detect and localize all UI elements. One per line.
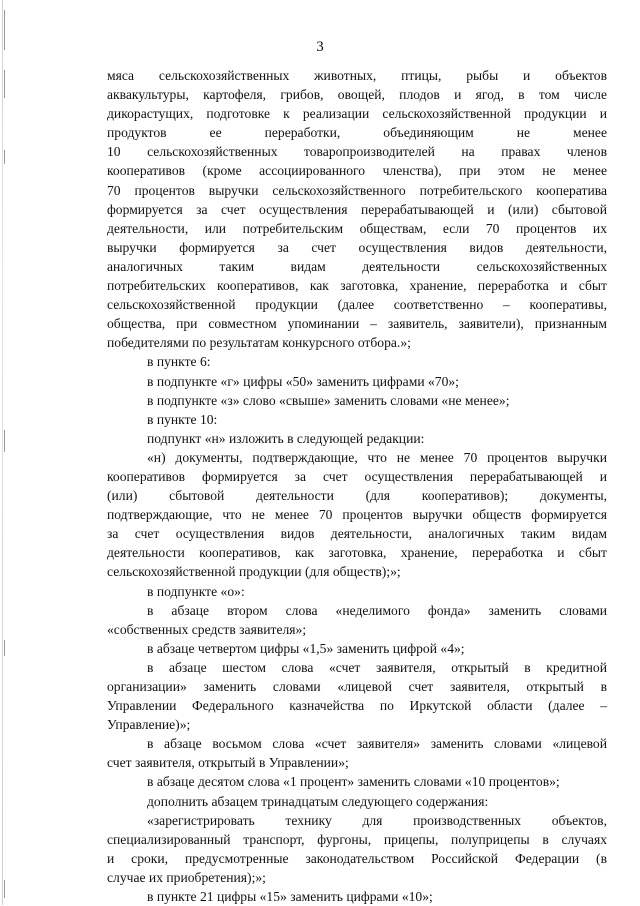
text-line: аналогичных таким видам деятельности сельскохозяйственных <box>107 258 607 274</box>
scan-mark <box>4 880 5 898</box>
text-line: дикорастущих, подготовке к реализации сельскохозяйственной продукции и <box>107 106 607 122</box>
text-line: и сроки, предусмотренные законодательством Российской Федерации (в <box>107 850 607 866</box>
text-line: сельскохозяйственной продукции (далее соответственно – кооперативы, <box>107 297 607 313</box>
text-line: подтверждающие, что не менее 70 процентов выручки обществ формируется <box>107 507 607 523</box>
text-line: в пункте 10: <box>147 411 218 427</box>
text-line: кооперативов (кроме ассоциированного членства), при этом не менее <box>107 163 607 179</box>
text-line: в абзаце восьмом слова «счет заявителя» заменить словами «лицевой <box>147 736 607 752</box>
scan-mark <box>4 150 5 164</box>
text-line: в подпункте «г» цифры «50» заменить цифрами «70»; <box>147 373 459 389</box>
text-line: (или) сбытовой деятельности (для кооперативов); документы, <box>107 488 607 504</box>
scan-mark <box>4 430 5 452</box>
text-line: «собственных средств заявителя»; <box>107 621 307 637</box>
text-line: кооперативов формируется за счет осуществления перерабатывающей и <box>107 468 607 484</box>
text-line: аквакультуры, картофеля, грибов, овощей, плодов и ягод, в том числе <box>107 87 607 103</box>
text-line: в подпункте «о»: <box>147 583 245 599</box>
text-line: победителями по результатам конкурсного отбора.»; <box>107 335 411 351</box>
text-line: подпункт «н» изложить в следующей редакции: <box>147 430 425 446</box>
text-line: в абзаце втором слова «неделимого фонда» заменить словами <box>147 602 607 618</box>
scan-mark <box>4 640 5 656</box>
text-line: дополнить абзацем тринадцатым следующего содержания: <box>147 793 489 809</box>
text-line: потребительских кооперативов, как заготовка, хранение, переработка и сбыт <box>107 278 607 294</box>
page-number: 3 <box>316 39 324 55</box>
text-line: Управление)»; <box>107 717 191 733</box>
text-line: «н) документы, подтверждающие, что не менее 70 процентов выручки <box>147 449 607 465</box>
text-line: в пункте 21 цифры «15» заменить цифрами «10»; <box>147 889 433 905</box>
text-line: счет заявителя, открытый в Управлении»; <box>107 755 349 771</box>
text-line: выручки формируется за счет осуществления видов деятельности, <box>107 239 607 255</box>
text-line: деятельности кооперативов, как заготовка, хранение, переработка и сбыт <box>107 545 607 561</box>
text-line: за счет осуществления видов деятельности, аналогичных таким видам <box>107 526 607 542</box>
text-line: деятельности, или потребительским обществам, если 70 процентов их <box>107 220 607 236</box>
text-line: формируется за счет осуществления перерабатывающей и (или) сбытовой <box>107 201 607 217</box>
text-line: случае их приобретения);»; <box>107 869 266 885</box>
text-line: «зарегистрировать технику для производственных объектов, <box>147 812 607 828</box>
document-body <box>107 66 607 906</box>
text-line: 10 сельскохозяйственных товаропроизводителей на правах членов <box>107 144 607 160</box>
text-line: сельскохозяйственной продукции (для обществ);»; <box>107 564 401 580</box>
text-line: в пункте 6: <box>147 354 211 370</box>
text-line: продуктов ее переработки, объединяющим не менее <box>107 125 607 141</box>
text-line: Управлении Федерального казначейства по Иркутской области (далее – <box>107 698 607 714</box>
text-line: в абзаце шестом слова «счет заявителя, открытый в кредитной <box>147 659 607 675</box>
text-line: мяса сельскохозяйственных животных, птицы, рыбы и объектов <box>107 68 607 83</box>
text-line: в подпункте «з» слово «свыше» заменить словами «не менее»; <box>147 392 510 408</box>
scan-edge <box>2 0 3 905</box>
text-line: организации» заменить словами «лицевой счет заявителя, открытый в <box>107 679 607 694</box>
text-line: общества, при совместном упоминании – заявитель, заявители), признанным <box>107 316 607 332</box>
text-line: в абзаце десятом слова «1 процент» заменить словами «10 процентов»; <box>147 774 560 790</box>
text-line: 70 процентов выручки сельскохозяйственного потребительского кооператива <box>107 182 607 198</box>
text-line: специализированный транспорт, фургоны, прицепы, полуприцепы в случаях <box>107 831 607 847</box>
text-line: в абзаце четвертом цифры «1,5» заменить цифрой «4»; <box>147 640 465 656</box>
scan-mark <box>4 70 5 98</box>
